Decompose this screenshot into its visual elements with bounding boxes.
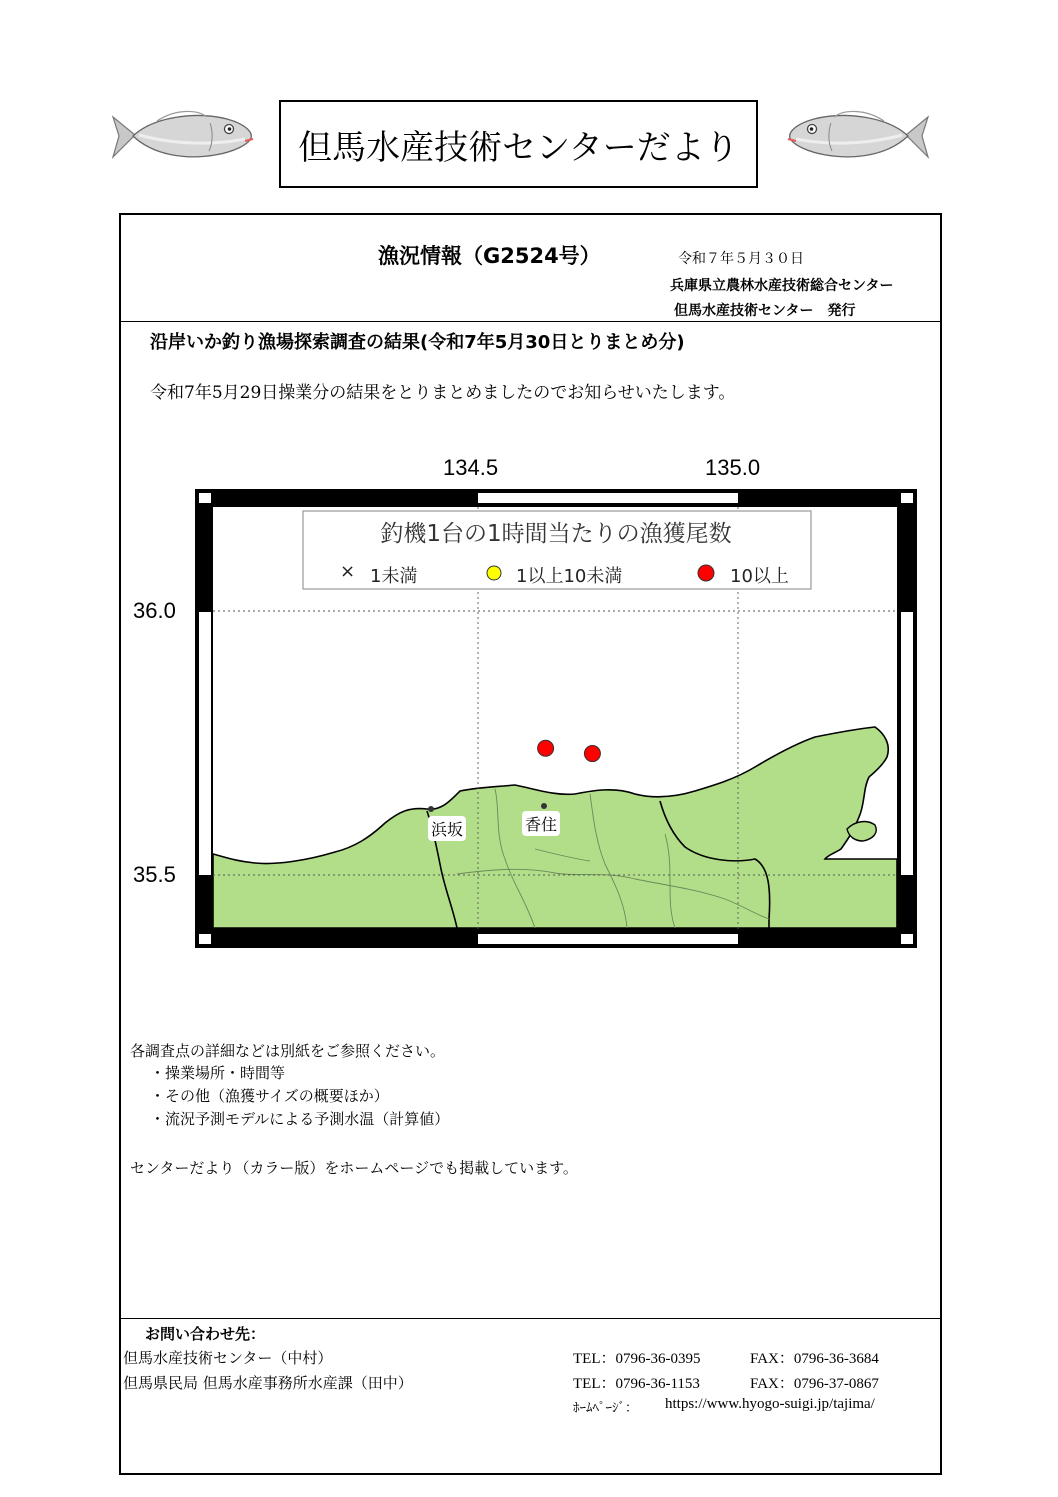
issue-title: 漁況情報（G2524号） (378, 244, 601, 268)
place-marker (428, 806, 434, 812)
homepage-note: センターだより（カラー版）をホームページでも掲載しています。 (130, 1159, 578, 1177)
homepage-label: ﾎｰﾑﾍﾟｰｼﾞ： (573, 1400, 639, 1415)
banner-title (279, 100, 758, 188)
frame-segment (478, 493, 738, 503)
notes-item: ・その他（漁獲サイズの概要ほか） (150, 1087, 389, 1105)
lon-tick-label: 135.0 (705, 455, 761, 480)
legend-red-dot-icon (696, 563, 716, 583)
legend-item-label: 10以上 (730, 566, 789, 587)
notes-item: ・操業場所・時間等 (150, 1064, 286, 1082)
legend-title: 釣機1台の1時間当たりの漁獲尾数 (380, 521, 732, 547)
contact-fax: FAX：0796-37-0867 (750, 1376, 879, 1392)
section-intro: 令和7年5月29日操業分の結果をとりまとめましたのでお知らせいたします。 (150, 383, 736, 403)
contact-org: 但馬水産技術センター（中村） (123, 1349, 333, 1367)
contact-tel: TEL：0796-36-0395 (573, 1351, 701, 1367)
notes-item: ・流況予測モデルによる予測水温（計算値） (150, 1110, 450, 1128)
place-marker (541, 803, 547, 809)
lon-tick-label: 134.5 (443, 455, 499, 480)
lat-tick-label: 36.0 (133, 598, 176, 623)
notes-intro: 各調査点の詳細などは別紙をご参照ください。 (130, 1042, 446, 1060)
fishing-map (195, 489, 917, 948)
homepage-link[interactable]: https://www.hyogo-suigi.jp/tajima/ (665, 1396, 875, 1412)
issue-date: 令和７年５月３０日 (678, 251, 804, 267)
legend-item-label: 1以上10未満 (516, 566, 623, 587)
contact-heading: お問い合わせ先： (145, 1325, 266, 1343)
legend-yellow-dot-icon (484, 563, 504, 583)
place-label-hamasaka: 浜坂 (428, 816, 466, 841)
banner-title-text: 但馬水産技術センターだより (298, 127, 739, 168)
header-divider (119, 321, 942, 322)
fish-illustration-right (786, 105, 936, 167)
publisher-line2: 但馬水産技術センター 発行 (674, 303, 856, 319)
catch-point (538, 740, 554, 756)
publisher-line1: 兵庫県立農林水産技術総合センター (670, 278, 894, 294)
contact-org: 但馬県民局 但馬水産事務所水産課（田中） (123, 1374, 413, 1392)
footer-divider (119, 1318, 942, 1319)
contact-tel: TEL：0796-36-1153 (573, 1376, 700, 1392)
contact-fax: FAX：0796-36-3684 (750, 1351, 879, 1367)
legend-item-symbol-x: × (340, 561, 356, 582)
legend-item-label: 1未満 (370, 566, 418, 587)
place-label-kasumi: 香住 (522, 811, 560, 836)
frame-segment (478, 934, 738, 944)
lat-tick-label: 35.5 (133, 862, 176, 887)
fish-illustration-left (105, 105, 255, 167)
section-heading: 沿岸いか釣り漁場探索調査の結果(令和7年5月30日とりまとめ分) (150, 332, 685, 353)
catch-point (584, 746, 600, 762)
